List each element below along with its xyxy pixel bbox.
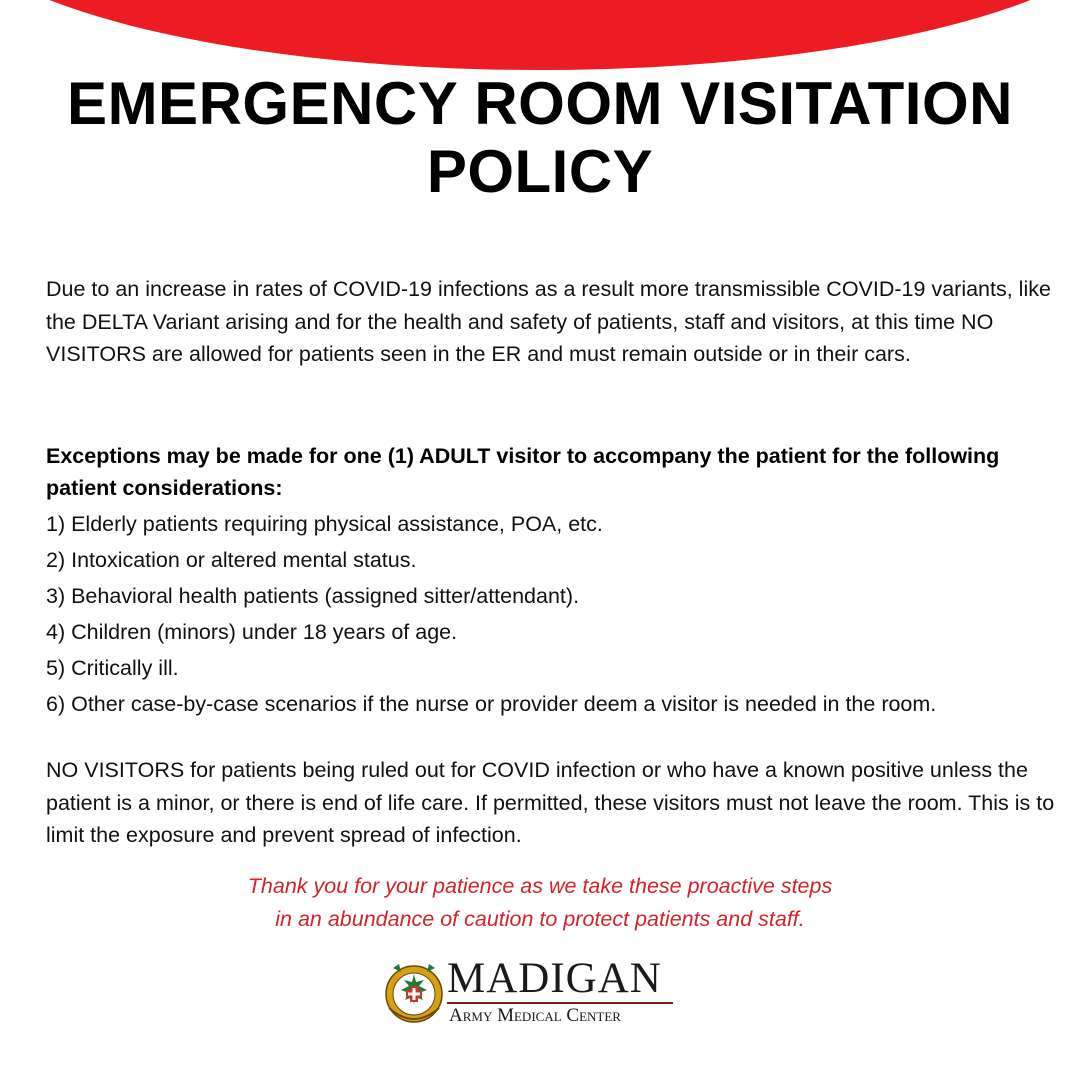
page-title: EMERGENCY ROOM VISITATION POLICY: [67, 70, 1013, 205]
list-item: 3) Behavioral health patients (assigned sitter/attendant).: [46, 584, 580, 608]
intro-paragraph: Due to an increase in rates of COVID-19 infections as a result more transmissible COVID-19 variants, like the DELTA Variant arising and for the health and safety of patients, staff and visitors, at this time NO VISITORS are allowed for patients seen in the ER and must remain outside or in their cars.: [46, 277, 1051, 366]
logo-name: MADIGAN: [447, 955, 662, 1002]
list-item: 4) Children (minors) under 18 years of age.: [46, 620, 458, 644]
thank-you-note: [40, 870, 1040, 936]
no-visitors-paragraph: NO VISITORS for patients being ruled out for COVID infection or who have a known positive unless the patient is a minor, or there is end of life care. If permitted, these visitors must not leave the room. This is to limit the exposure and prevent spread of infection.: [46, 758, 1055, 847]
list-item: 6) Other case-by-case scenarios if the nurse or provider deem a visitor is needed in the room.: [46, 692, 937, 716]
top-red-banner: [0, 0, 1080, 70]
madigan-crest-icon: [383, 960, 445, 1026]
logo-subtitle: Army Medical Center: [449, 1005, 621, 1026]
thank-you-line-2: in an abundance of caution to protect patients and staff.: [275, 907, 805, 931]
list-item: 5) Critically ill.: [46, 656, 179, 680]
exceptions-list: [46, 506, 1066, 722]
madigan-logo: [383, 955, 683, 1030]
list-item: 2) Intoxication or altered mental status.: [46, 548, 417, 572]
list-item: 1) Elderly patients requiring physical assistance, POA, etc.: [46, 512, 603, 536]
exceptions-heading: Exceptions may be made for one (1) ADULT visitor to accompany the patient for the following patient considerations:: [46, 444, 1000, 500]
thank-you-line-1: Thank you for your patience as we take these proactive steps: [247, 874, 833, 898]
